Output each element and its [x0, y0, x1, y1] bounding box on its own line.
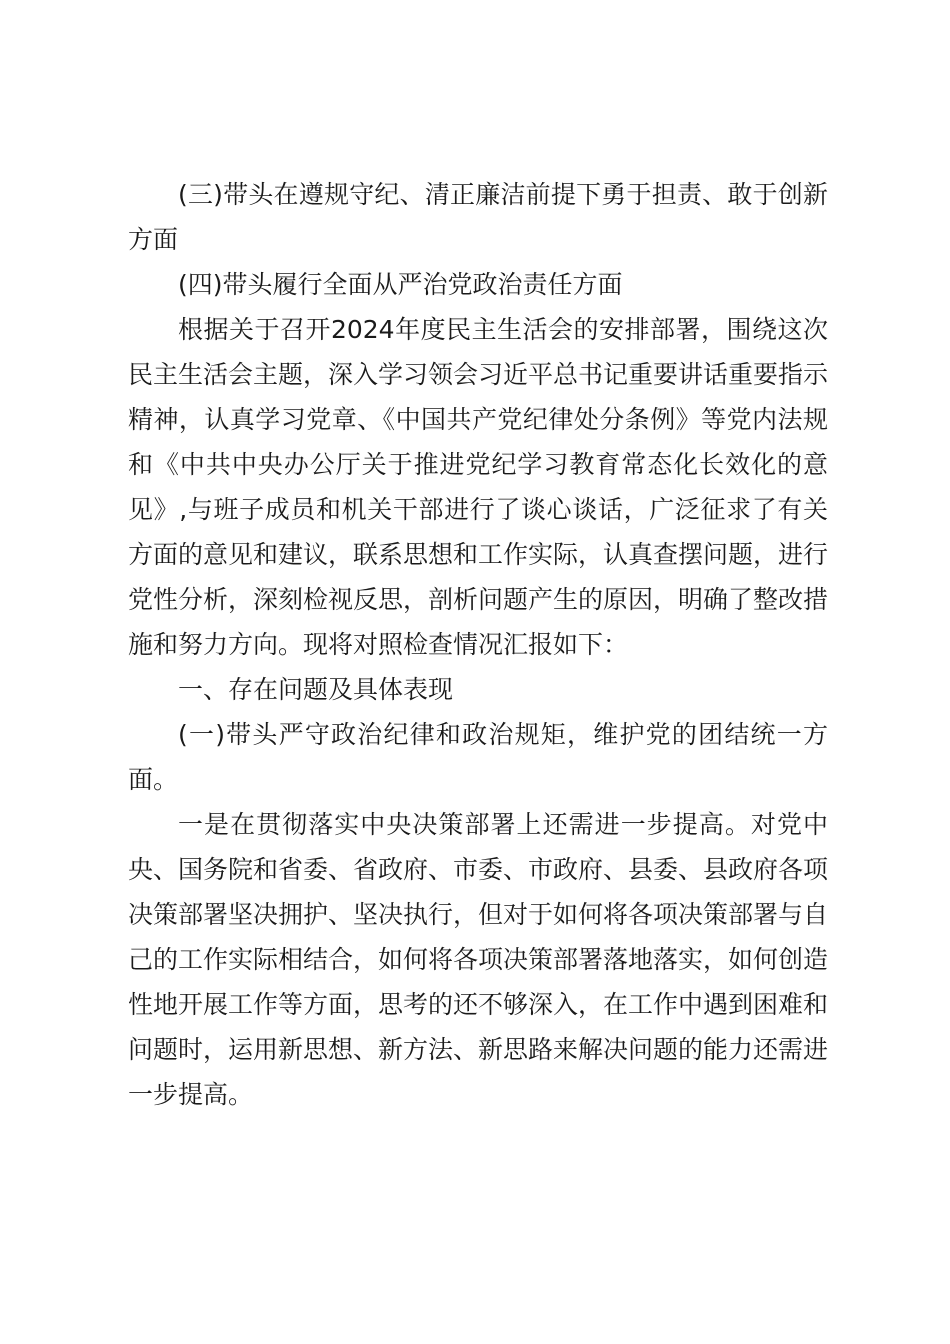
document-body — [128, 172, 828, 1117]
intro-paragraph: 根据关于召开2024年度民主生活会的安排部署，围绕这次民主生活会主题，深入学习领会习近平总书记重要讲话重要指示精神，认真学习党章、《中国共产党纪律处分条例》等党内法规和《中共中央办公厅关于推进党纪学习教育常态化长效化的意见》,与班子成员和机关干部进行了谈心谈话，广泛征求了有关方面的意见和建议，联系思想和工作实际，认真查摆问题，进行党性分析，深刻检视反思，剖析问题产生的原因，明确了整改措施和努力方向。现将对照检查情况汇报如下： — [128, 315, 829, 659]
section-heading-4: (四)带头履行全面从严治党政治责任方面 — [178, 270, 623, 299]
chapter-heading-1: 一、存在问题及具体表现 — [178, 675, 454, 704]
body-paragraph-1: 一是在贯彻落实中央决策部署上还需进一步提高。对党中央、国务院和省委、省政府、市委、市政府、县委、县政府各项决策部署坚决拥护、坚决执行，但对于如何将各项决策部署与自己的工作实际相结合，如何将各项决策部署落地落实，如何创造性地开展工作等方面，思考的还不够深入，在工作中遇到困难和问题时，运用新思想、新方法、新思路来解决问题的能力还需进一步提高。 — [128, 810, 829, 1109]
section-heading-3: (三)带头在遵规守纪、清正廉洁前提下勇于担责、敢于创新方面 — [128, 180, 828, 254]
subsection-heading-1: (一)带头严守政治纪律和政治规矩，维护党的团结统一方面。 — [128, 720, 828, 794]
